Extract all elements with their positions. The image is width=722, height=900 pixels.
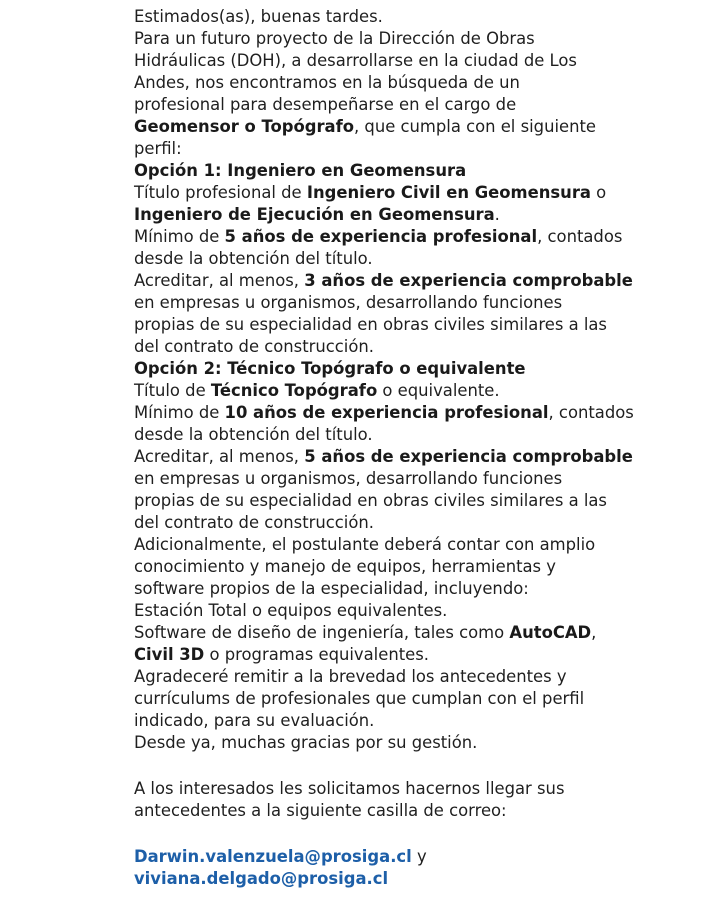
option-1-heading xyxy=(134,160,694,182)
additional-text: o programas equivalentes. xyxy=(204,645,429,664)
additional-line: Adicionalmente, el postulante deberá contar con amplio xyxy=(134,535,596,554)
job-posting-document xyxy=(134,6,694,890)
requirement-text: , contados xyxy=(537,227,623,246)
requirement-line: en empresas u organismos, desarrollando funciones xyxy=(134,469,563,488)
requirement-line: propias de su especialidad en obras civiles similares a las xyxy=(134,491,607,510)
requirement-text: o xyxy=(590,183,607,202)
requirement-line xyxy=(134,270,694,292)
requirement-line xyxy=(134,204,694,226)
closing-line: currículums de profesionales que cumplan con el perfil xyxy=(134,689,585,708)
additional-line: conocimiento y manejo de equipos, herramientas y xyxy=(134,557,557,576)
contact-line: A los interesados les solicitamos hacernos llegar sus xyxy=(134,779,565,798)
email-link-viviana[interactable]: viviana.delgado@prosiga.cl xyxy=(134,869,389,888)
intro-line: Hidráulicas (DOH), a desarrollarse en la ciudad de Los xyxy=(134,51,577,70)
intro-line: Andes, nos encontramos en la búsqueda de un xyxy=(134,73,520,92)
email-link-darwin[interactable]: Darwin.valenzuela@prosiga.cl xyxy=(134,847,412,866)
requirement-highlight: 5 años de experiencia comprobable xyxy=(304,447,633,466)
intro-paragraph xyxy=(134,28,694,160)
requirement-text: , contados xyxy=(548,403,634,422)
requirement-highlight: Ingeniero de Ejecución en Geomensura xyxy=(134,205,495,224)
closing-line: Desde ya, muchas gracias por su gestión. xyxy=(134,733,478,752)
requirement-text: o equivalente. xyxy=(377,381,500,400)
requirement-line: desde la obtención del título. xyxy=(134,249,373,268)
option-heading-text: Opción 2: Técnico Topógrafo o equivalente xyxy=(134,359,526,378)
contact-paragraph xyxy=(134,778,694,822)
software-name: AutoCAD xyxy=(509,623,592,642)
requirement-line: del contrato de construcción. xyxy=(134,337,374,356)
requirement-text: Mínimo de xyxy=(134,403,225,422)
requirement-highlight: 3 años de experiencia comprobable xyxy=(304,271,633,290)
position-title: Geomensor o Topógrafo xyxy=(134,117,354,136)
contact-emails xyxy=(134,846,694,890)
contact-line: antecedentes a la siguiente casilla de correo: xyxy=(134,801,507,820)
requirement-text: . xyxy=(494,205,500,224)
paragraph-spacer xyxy=(134,822,694,846)
requirement-line xyxy=(134,402,694,424)
additional-text: , xyxy=(591,623,597,642)
additional-text: Software de diseño de ingeniería, tales como xyxy=(134,623,510,642)
email-joiner: y xyxy=(411,847,427,866)
closing-paragraph xyxy=(134,666,694,754)
requirement-line: del contrato de construcción. xyxy=(134,513,374,532)
requirement-highlight: Técnico Topógrafo xyxy=(210,381,378,400)
requirement-line xyxy=(134,446,694,468)
intro-line: perfil: xyxy=(134,139,182,158)
requirement-highlight: 10 años de experiencia profesional xyxy=(224,403,549,422)
software-name: Civil 3D xyxy=(134,645,205,664)
intro-line: profesional para desempeñarse en el cargo de xyxy=(134,95,517,114)
additional-line: software propios de la especialidad, incluyendo: xyxy=(134,579,529,598)
paragraph-spacer xyxy=(134,754,694,778)
requirement-line xyxy=(134,226,694,248)
additional-line xyxy=(134,644,694,666)
requirement-line: en empresas u organismos, desarrollando funciones xyxy=(134,293,563,312)
requirement-line: propias de su especialidad en obras civiles similares a las xyxy=(134,315,607,334)
intro-line xyxy=(134,116,694,138)
email-line xyxy=(134,846,694,868)
option-2-heading xyxy=(134,358,694,380)
additional-requirements xyxy=(134,534,694,666)
greeting: Estimados(as), buenas tardes. xyxy=(134,7,383,26)
additional-line: Estación Total o equipos equivalentes. xyxy=(134,601,448,620)
requirement-line xyxy=(134,182,694,204)
requirement-text: Acreditar, al menos, xyxy=(134,271,305,290)
requirement-line xyxy=(134,380,694,402)
email-line xyxy=(134,868,694,890)
closing-line: Agradeceré remitir a la brevedad los antecedentes y xyxy=(134,667,567,686)
requirement-line: desde la obtención del título. xyxy=(134,425,373,444)
intro-text: , que cumpla con el siguiente xyxy=(354,117,596,136)
requirement-highlight: Ingeniero Civil en Geomensura xyxy=(306,183,591,202)
intro-line: Para un futuro proyecto de la Dirección de Obras xyxy=(134,29,535,48)
option-2-section xyxy=(134,358,694,534)
closing-line: indicado, para su evaluación. xyxy=(134,711,375,730)
option-1-section xyxy=(134,160,694,358)
additional-line xyxy=(134,622,694,644)
requirement-text: Mínimo de xyxy=(134,227,225,246)
requirement-text: Título profesional de xyxy=(134,183,307,202)
requirement-text: Título de xyxy=(134,381,211,400)
requirement-text: Acreditar, al menos, xyxy=(134,447,305,466)
option-heading-text: Opción 1: Ingeniero en Geomensura xyxy=(134,161,467,180)
requirement-highlight: 5 años de experiencia profesional xyxy=(224,227,538,246)
